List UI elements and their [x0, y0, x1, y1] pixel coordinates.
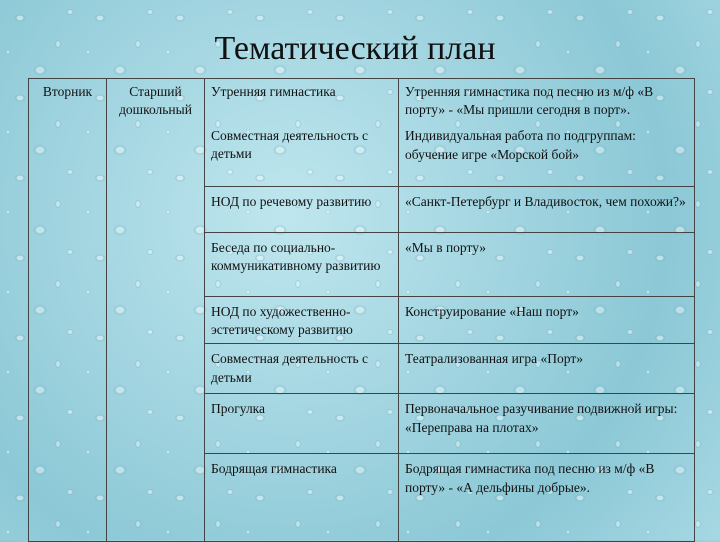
content-cell	[399, 79, 695, 187]
activity-cell: Беседа по социально-коммуникативному развитию	[205, 233, 399, 297]
activity-cell: Прогулка	[205, 394, 399, 454]
activity-label: Совместная деятельность с детьми	[211, 128, 369, 162]
table-row	[29, 79, 695, 187]
group-cell: Старший дошкольный	[107, 79, 205, 542]
content-cell: Конструирование «Наш порт»	[399, 297, 695, 344]
page-title: Тематический план	[214, 30, 496, 67]
content-cell: «Санкт-Петербург и Владивосток, чем похожи?»	[399, 187, 695, 233]
content-cell: Бодрящая гимнастика под песню из м/ф «В порту» - «А дельфины добрые».	[399, 454, 695, 542]
activity-cell	[205, 79, 399, 187]
activity-cell: НОД по речевому развитию	[205, 187, 399, 233]
content-cell: Театрализованная игра «Порт»	[399, 344, 695, 394]
plan-table	[28, 78, 695, 542]
day-cell: Вторник	[29, 79, 107, 542]
content-text: Индивидуальная работа по подгруппам: обучение игре «Морской бой»	[405, 128, 636, 162]
content-cell: «Мы в порту»	[399, 233, 695, 297]
activity-cell: НОД по художественно-эстетическому развитию	[205, 297, 399, 344]
activity-cell: Бодрящая гимнастика	[205, 454, 399, 542]
activity-label: Утренняя гимнастика	[211, 84, 336, 99]
content-text: Утренняя гимнастика под песню из м/ф «В порту» - «Мы пришли сегодня в порт».	[405, 84, 654, 118]
content-cell: Первоначальное разучивание подвижной игры: «Переправа на плотах»	[399, 394, 695, 454]
activity-cell: Совместная деятельность с детьми	[205, 344, 399, 394]
